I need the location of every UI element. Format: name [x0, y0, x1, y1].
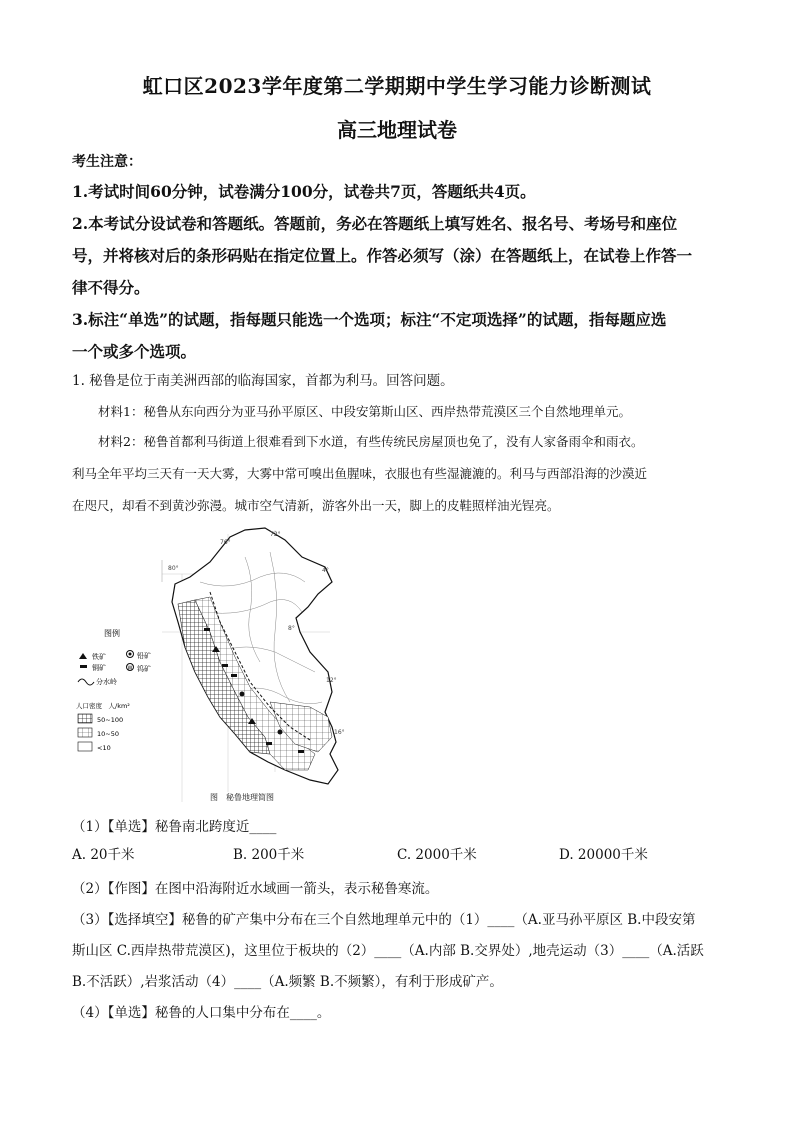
- lat-label-4: 4°: [322, 567, 329, 574]
- legend-copper: 铜矿: [92, 664, 106, 672]
- peru-map-figure: [70, 522, 360, 812]
- svg-text:W: W: [127, 665, 133, 672]
- option-b: B. 200千米: [233, 847, 305, 863]
- question-1-stem: 1. 秘鲁是位于南美洲西部的临海国家，首都为利马。回答问题。: [72, 373, 454, 389]
- lat-label-16: 16°: [334, 729, 345, 736]
- legend-divide: 分水岭: [96, 678, 117, 686]
- map-caption: 图 秘鲁地理简图: [210, 793, 274, 802]
- lon-label-72: 72°: [270, 531, 281, 538]
- material-1: 材料1：秘鲁从东向西分为亚马孙平原区、中段安第斯山区、西岸热带荒漠区三个自然地理单元。: [98, 404, 631, 419]
- legend-tungsten: 钨矿: [137, 665, 151, 673]
- sub-question-3-line-1: （3）【选择填空】秘鲁的矿产集中分布在三个自然地理单元中的（1）____（A.亚马孙平原区 B.中段安第: [72, 912, 696, 928]
- page-title: 虹口区2023学年度第二学期期中学生学习能力诊断测试: [142, 74, 652, 98]
- sub-question-1: （1）【单选】秘鲁南北跨度近____: [72, 819, 277, 835]
- lat-label-12: 12°: [326, 677, 337, 684]
- legend-iron: 铁矿: [92, 653, 106, 661]
- peru-map: [70, 522, 360, 812]
- notice-item-3-line-1: 3.标注“单选”的试题，指每题只能选一个选项；标注“不定项选择”的试题，指每题应选: [72, 310, 667, 329]
- notice-item-1: 1.考试时间60分钟，试卷满分100分，试卷共7页，答题纸共4页。: [72, 182, 536, 201]
- legend-heading: 图例: [104, 629, 120, 638]
- option-c: C. 2000千米: [397, 847, 477, 863]
- lon-label-80: 80°: [168, 565, 179, 572]
- notice-item-2-line-2: 号，并将核对后的条形码贴在指定位置上。作答必须写（涂）在答题纸上，在试卷上作答一: [72, 246, 693, 265]
- lat-label-8: 8°: [288, 625, 295, 632]
- material-2-line-3: 在咫尺，却看不到黄沙弥漫。城市空气清新，游客外出一天，脚上的皮鞋照样油光锃亮。: [72, 498, 560, 513]
- legend-lead: 铅矿: [137, 652, 151, 660]
- sub-question-2: （2）【作图】在图中沿海附近水域画一箭头，表示秘鲁寒流。: [72, 881, 439, 897]
- material-2-line-2: 利马全年平均三天有一天大雾，大雾中常可嗅出鱼腥味，衣服也有些湿漉漉的。利马与西部沿海的沙漠近: [72, 466, 648, 481]
- option-a: A. 20千米: [72, 847, 135, 863]
- material-2-line-1: 材料2：秘鲁首都利马街道上很难看到下水道，有些传统民房屋顶也免了，没有人家备雨伞和雨衣。: [98, 434, 644, 449]
- legend-density-low: <10: [97, 744, 111, 752]
- sub-question-3-line-3: B.不活跃）,岩浆活动（4）____（A.频繁 B.不频繁），有利于形成矿产。: [72, 974, 503, 990]
- sub-question-4: （4）【单选】秘鲁的人口集中分布在____。: [72, 1005, 331, 1021]
- notice-heading: 考生注意：: [72, 154, 142, 170]
- notice-item-2-line-3: 律不得分。: [72, 278, 150, 297]
- notice-item-2-line-1: 2.本考试分设试卷和答题纸。答题前，务必在答题纸上填写姓名、报名号、考场号和座位: [72, 214, 678, 233]
- legend-density-mid: 10~50: [97, 730, 119, 738]
- page-subtitle: 高三地理试卷: [337, 118, 457, 142]
- lon-label-76: 76°: [220, 539, 231, 546]
- sub-question-3-line-2: 斯山区 C.西岸热带荒漠区)，这里位于板块的（2）____（A.内部 B.交界处）,地壳运动（3）____（A.活跃: [72, 943, 704, 959]
- legend-density-heading: 人口密度 人/km²: [76, 702, 130, 710]
- notice-item-3-line-2: 一个或多个选项。: [72, 342, 197, 361]
- option-d: D. 20000千米: [559, 847, 648, 863]
- legend-density-high: 50~100: [97, 716, 124, 724]
